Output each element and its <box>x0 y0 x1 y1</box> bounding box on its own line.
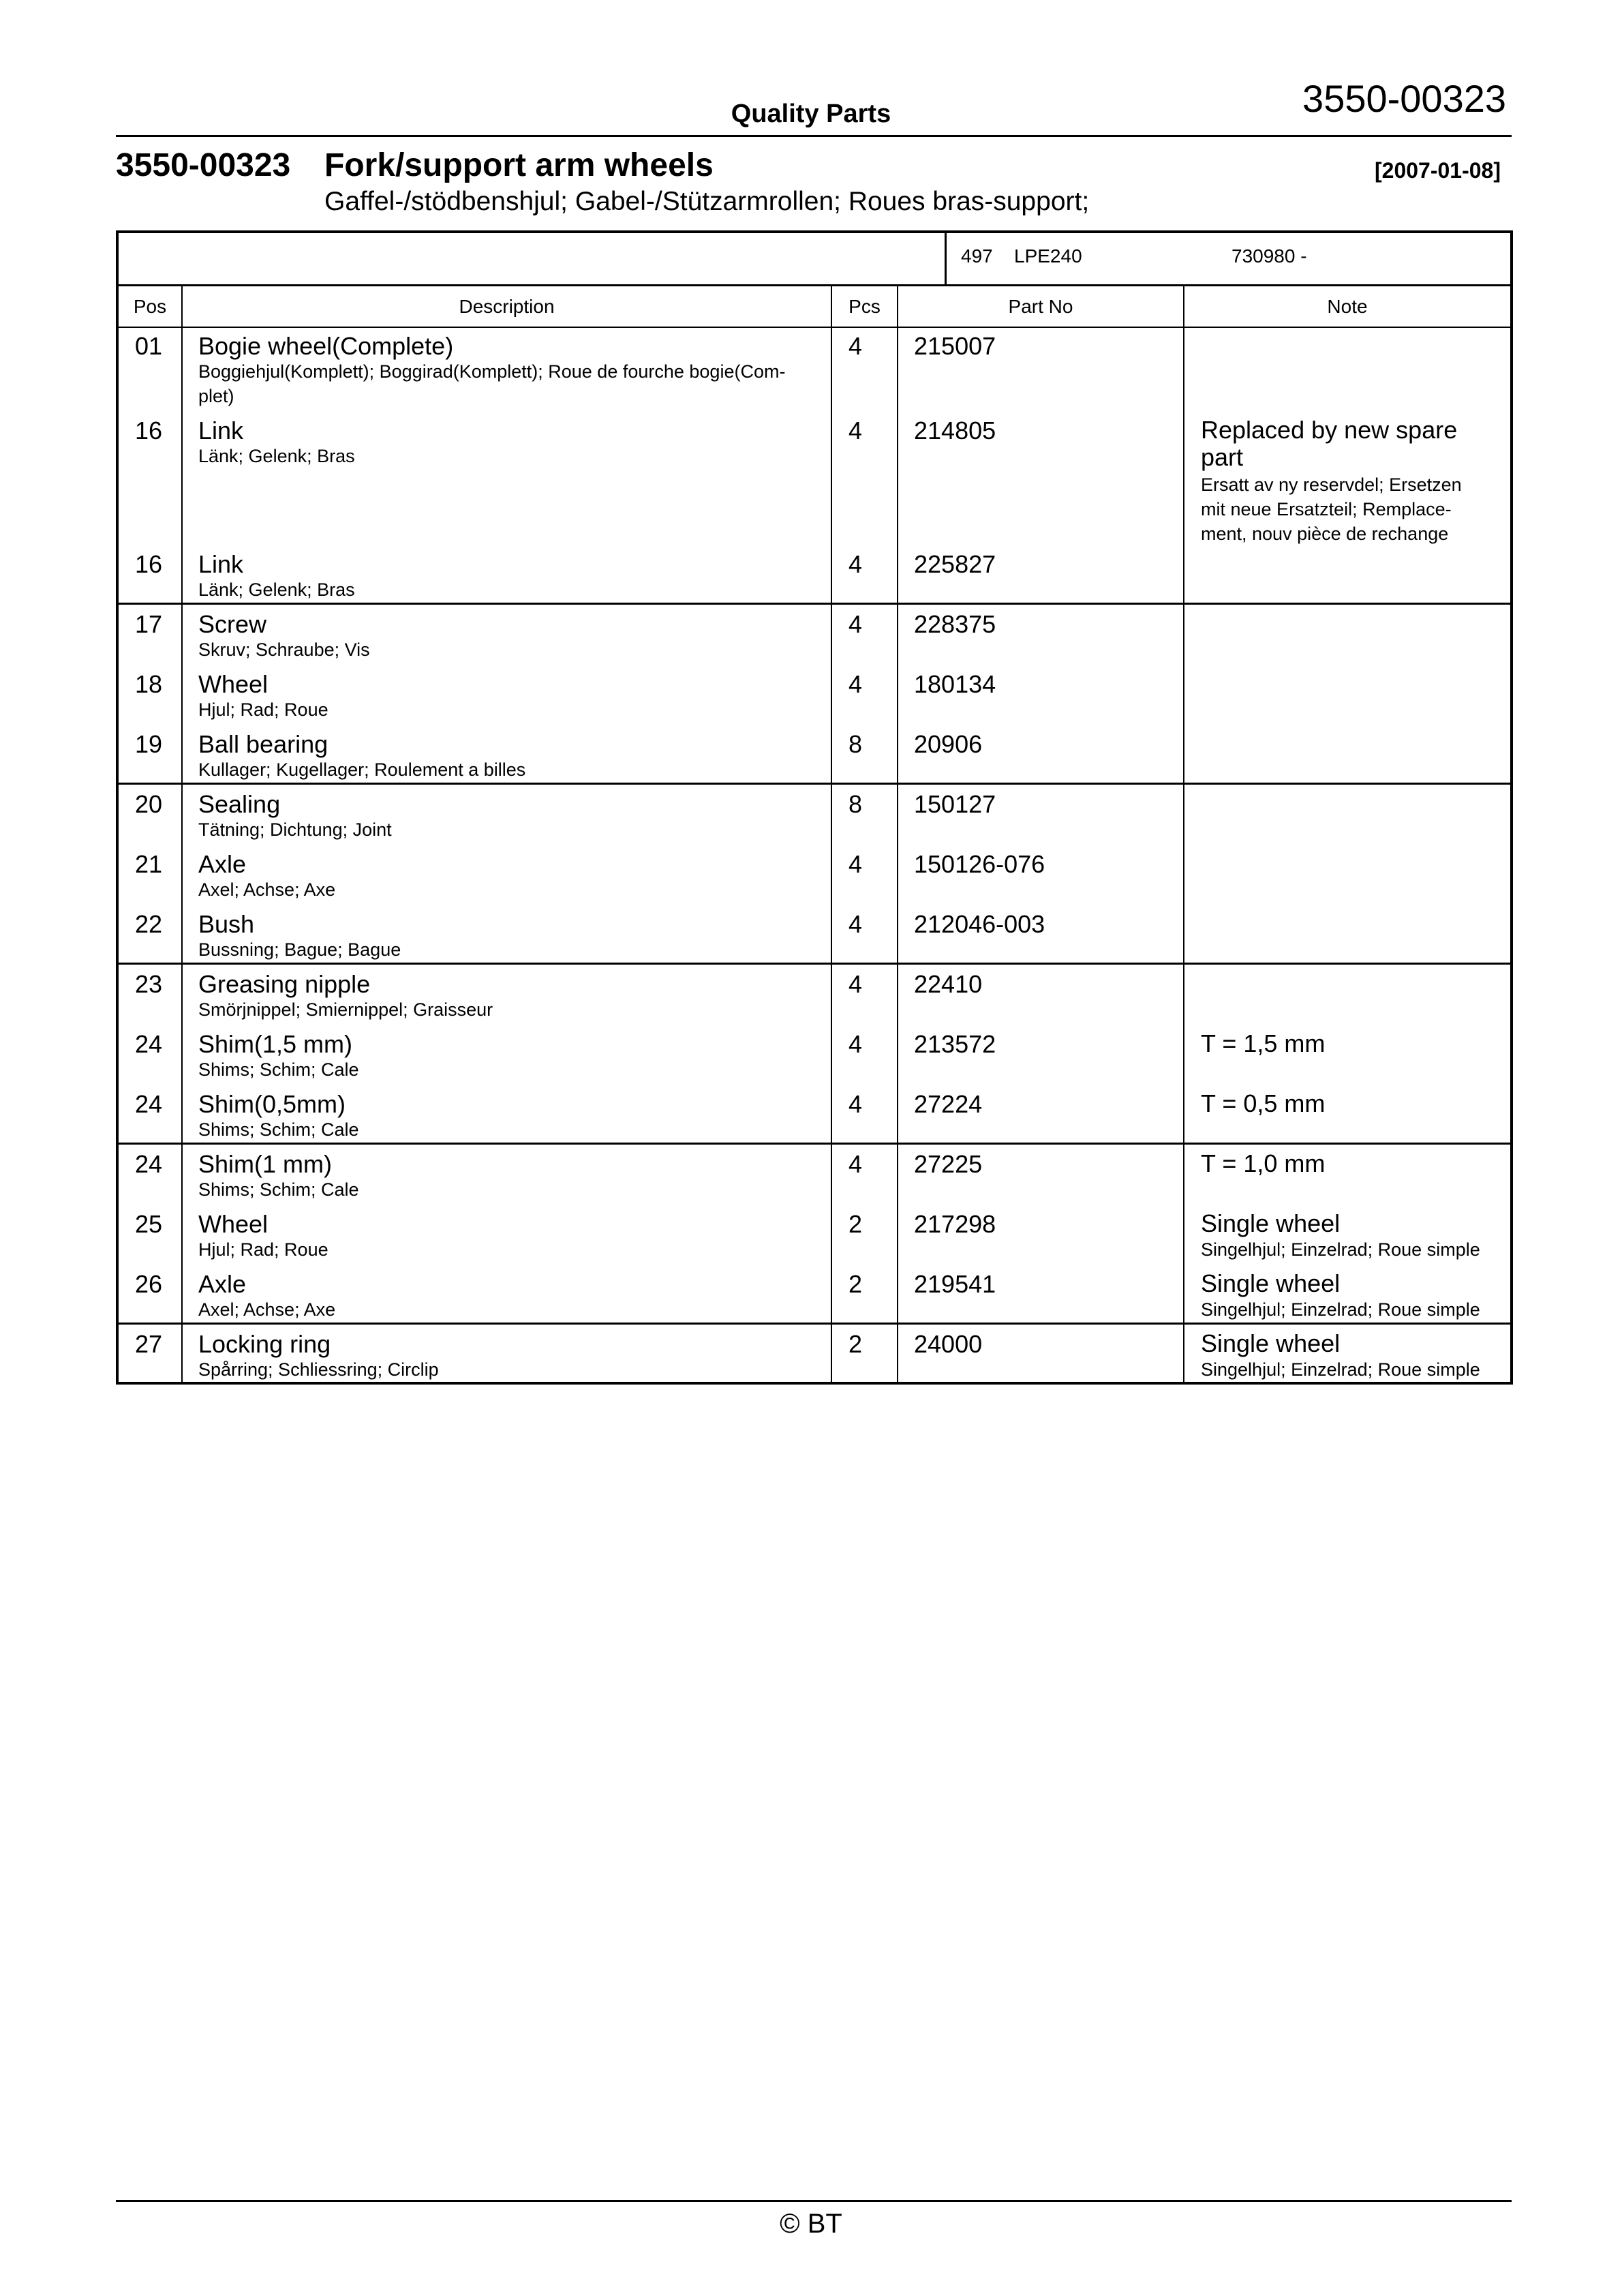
row-part-no: 217298 <box>914 1210 996 1238</box>
row-pos: 24 <box>135 1090 163 1118</box>
row-part-no: 214805 <box>914 417 996 444</box>
section-date: [2007-01-08] <box>1375 158 1501 183</box>
row-pos: 24 <box>135 1150 163 1178</box>
row-description: Link <box>198 550 244 578</box>
row-translations: Hjul; Rad; Roue <box>198 699 328 720</box>
row-pcs: 2 <box>848 1270 863 1298</box>
row-note: T = 1,5 mm <box>1201 1029 1326 1057</box>
row-note: T = 0,5 mm <box>1201 1089 1326 1117</box>
row-translations: Axel; Achse; Axe <box>198 1299 336 1320</box>
row-note: Single wheel <box>1201 1269 1341 1297</box>
row-translations: Boggiehjul(Komplett); Boggirad(Komplett); Roue de fourche bogie(Com-plet) <box>198 361 786 406</box>
model-row <box>119 233 1510 286</box>
row-note-translations: Singelhjul; Einzelrad; Roue simple <box>1201 1239 1480 1260</box>
row-part-no: 27225 <box>914 1150 983 1178</box>
row-translations: Axel; Achse; Axe <box>198 879 336 900</box>
row-description: Axle <box>198 1270 247 1298</box>
row-part-no: 27224 <box>914 1090 983 1118</box>
row-description: Shim(0,5mm) <box>198 1090 346 1118</box>
column-header-part-no: Part No <box>1008 296 1073 317</box>
model-name: LPE240 <box>1014 245 1082 267</box>
section-title: Fork/support arm wheels <box>324 147 714 183</box>
row-description: Shim(1,5 mm) <box>198 1030 353 1058</box>
row-pcs: 4 <box>848 910 863 938</box>
row-translations: Shims; Schim; Cale <box>198 1059 359 1080</box>
column-divider <box>181 286 183 1382</box>
row-part-no: 150127 <box>914 790 996 818</box>
header-underline <box>119 327 1510 328</box>
row-note: Replaced by new spare part <box>1201 416 1458 471</box>
row-translations: Tätning; Dichtung; Joint <box>198 819 392 840</box>
row-pos: 19 <box>135 730 163 758</box>
model-serial: 730980 - <box>1231 245 1307 267</box>
column-header-pos: Pos <box>133 296 167 317</box>
column-header-note: Note <box>1327 296 1368 317</box>
row-part-no: 212046-003 <box>914 910 1045 938</box>
row-note: Single wheel <box>1201 1329 1341 1357</box>
header-title: Quality Parts <box>731 100 891 128</box>
row-translations: Smörjnippel; Smiernippel; Graisseur <box>198 999 493 1020</box>
row-part-no: 225827 <box>914 550 996 578</box>
row-pcs: 4 <box>848 1030 863 1058</box>
footer-copyright: © BT <box>780 2209 842 2239</box>
section-number: 3550-00323 <box>116 147 291 183</box>
row-part-no: 180134 <box>914 670 996 698</box>
row-pcs: 4 <box>848 417 863 444</box>
row-pos: 21 <box>135 850 163 878</box>
row-pos: 17 <box>135 610 163 638</box>
row-description: Screw <box>198 610 267 638</box>
group-divider <box>119 1143 1510 1145</box>
row-description: Bogie wheel(Complete) <box>198 332 454 360</box>
group-divider <box>119 783 1510 785</box>
column-divider <box>1183 286 1184 1382</box>
row-part-no: 20906 <box>914 730 983 758</box>
row-part-no: 219541 <box>914 1270 996 1298</box>
row-description: Shim(1 mm) <box>198 1150 332 1178</box>
row-pos: 22 <box>135 910 163 938</box>
row-pos: 01 <box>135 332 163 360</box>
row-pcs: 8 <box>848 790 863 818</box>
row-description: Wheel <box>198 1210 269 1238</box>
row-translations: Skruv; Schraube; Vis <box>198 639 370 660</box>
column-divider <box>897 286 898 1382</box>
section-subtitle: Gaffel-/stödbenshjul; Gabel-/Stützarmrollen; Roues bras-support; <box>324 187 1090 216</box>
row-part-no: 228375 <box>914 610 996 638</box>
row-translations: Spårring; Schliessring; Circlip <box>198 1359 439 1380</box>
row-pos: 26 <box>135 1270 163 1298</box>
row-pcs: 4 <box>848 670 863 698</box>
row-pcs: 8 <box>848 730 863 758</box>
row-pos: 16 <box>135 550 163 578</box>
row-part-no: 213572 <box>914 1030 996 1058</box>
column-header-pcs: Pcs <box>848 296 881 317</box>
row-pos: 25 <box>135 1210 163 1238</box>
row-pcs: 4 <box>848 1090 863 1118</box>
row-translations: Shims; Schim; Cale <box>198 1179 359 1200</box>
row-translations: Länk; Gelenk; Bras <box>198 579 355 600</box>
column-header-description: Description <box>459 296 555 317</box>
row-translations: Kullager; Kugellager; Roulement a billes <box>198 759 526 780</box>
row-note-translations: Singelhjul; Einzelrad; Roue simple <box>1201 1299 1480 1320</box>
row-part-no: 24000 <box>914 1330 983 1358</box>
row-translations: Bussning; Bague; Bague <box>198 939 401 960</box>
group-divider <box>119 963 1510 965</box>
row-description: Link <box>198 417 244 444</box>
row-pcs: 4 <box>848 850 863 878</box>
row-pcs: 4 <box>848 610 863 638</box>
row-description: Locking ring <box>198 1330 331 1358</box>
row-note-translations: Ersatt av ny reservdel; Ersetzen mit neue Ersatzteil; Remplace-ment, nouv pièce de rechange <box>1201 474 1462 544</box>
group-divider <box>119 603 1510 605</box>
group-divider <box>119 1323 1510 1325</box>
row-part-no: 215007 <box>914 332 996 360</box>
row-pcs: 4 <box>848 332 863 360</box>
row-description: Sealing <box>198 790 281 818</box>
row-pos: 20 <box>135 790 163 818</box>
row-pcs: 2 <box>848 1210 863 1238</box>
header-doc-number: 3550-00323 <box>1302 77 1506 120</box>
footer-rule <box>116 2200 1512 2202</box>
row-description: Axle <box>198 850 247 878</box>
header-rule <box>116 135 1512 137</box>
row-translations: Länk; Gelenk; Bras <box>198 446 355 466</box>
row-part-no: 22410 <box>914 970 983 998</box>
row-pos: 16 <box>135 417 163 444</box>
row-pos: 23 <box>135 970 163 998</box>
row-description: Wheel <box>198 670 269 698</box>
row-pcs: 4 <box>848 1150 863 1178</box>
row-pos: 24 <box>135 1030 163 1058</box>
row-translations: Hjul; Rad; Roue <box>198 1239 328 1260</box>
row-note: T = 1,0 mm <box>1201 1149 1326 1177</box>
row-description: Bush <box>198 910 255 938</box>
row-pcs: 4 <box>848 550 863 578</box>
row-part-no: 150126-076 <box>914 850 1045 878</box>
row-note-translations: Singelhjul; Einzelrad; Roue simple <box>1201 1359 1480 1380</box>
row-translations: Shims; Schim; Cale <box>198 1119 359 1140</box>
row-pos: 18 <box>135 670 163 698</box>
row-pcs: 4 <box>848 970 863 998</box>
model-code: 497 <box>961 245 993 267</box>
model-divider <box>945 233 947 284</box>
row-pos: 27 <box>135 1330 163 1358</box>
row-note: Single wheel <box>1201 1209 1341 1237</box>
row-pcs: 2 <box>848 1330 863 1358</box>
row-description: Greasing nipple <box>198 970 371 998</box>
parts-table <box>116 230 1513 1385</box>
row-description: Ball bearing <box>198 730 328 758</box>
column-divider <box>831 286 832 1382</box>
